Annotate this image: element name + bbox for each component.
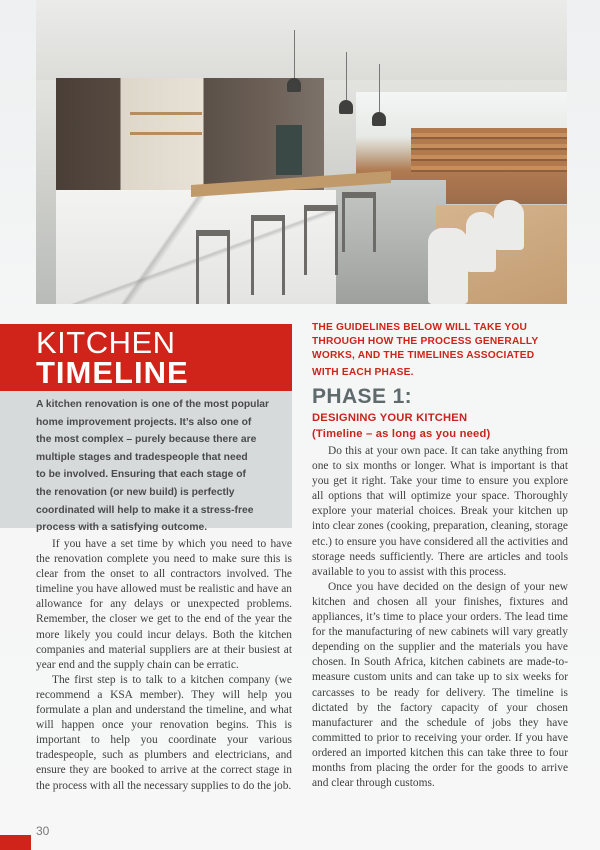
photo-bar-stool — [251, 215, 285, 295]
intro-line: to be involved. Ensuring that each stage of — [36, 469, 246, 481]
intro-line: multiple stages and tradespeople that need — [36, 451, 248, 463]
intro-line: process with a satisfying outcome. — [36, 522, 208, 534]
left-column — [36, 537, 292, 794]
photo-shelf — [130, 132, 202, 135]
photo-ceiling — [36, 0, 567, 80]
article-title-box — [0, 324, 292, 391]
lead-line: THE GUIDELINES BELOW WILL TAKE YOU — [312, 322, 528, 333]
photo-pendant-cord — [346, 52, 347, 100]
lead-line: THROUGH HOW THE PROCESS GENERALLY — [312, 336, 539, 348]
body-paragraph: Do this at your own pace. It can take anything from one to six months or longer. What is important is that you get it right. Take your time to ensure you explore all options that will optimize your space. Thoroughly explore your material choices. Break your kitchen up into clear zones (cooking, preparation, cleaning, storage etc.) to ensure you have considered all the activities and storage needs sufficiently. There are articles and tools available to you to assist with this process. — [312, 445, 568, 578]
photo-pendant-cord — [379, 64, 380, 112]
photo-bar-stool — [196, 230, 230, 304]
phase-subheading — [312, 410, 490, 442]
photo-bar-stool — [342, 192, 376, 252]
guidelines-lead — [312, 321, 572, 380]
photo-chair — [428, 228, 468, 304]
intro-line: the renovation (or new build) is perfectly — [36, 486, 235, 498]
photo-oven — [276, 125, 302, 175]
photo-pendant-light — [339, 100, 353, 114]
lead-line: WITH EACH PHASE. — [312, 366, 414, 378]
photo-shelf — [130, 112, 202, 115]
phase-heading: PHASE 1: — [312, 385, 413, 408]
page-number: 30 — [36, 824, 50, 838]
body-paragraph: If you have a set time by which you need to have the renovation complete you need to make sure this is clear from the onset to all contractors involved. The timeline you have allowed must be realistic and have an allowance for any delays or unexpected problems. Remember, the closer we get to the end of the year the more likely you could incur delays. Both the kitchen companies and material suppliers are at their busiest at year end and the supply chain can be erratic. — [36, 538, 292, 671]
intro-text — [36, 396, 290, 537]
page-corner-accent — [0, 835, 31, 850]
phase-timeline: (Timeline – as long as you need) — [312, 428, 491, 440]
photo-pendant-cord — [294, 30, 295, 78]
photo-wood-fence — [411, 128, 567, 173]
intro-line: home improvement projects. It’s also one of — [36, 416, 252, 428]
body-paragraph: Once you have decided on the design of your new kitchen and chosen all your finishes, fixtures and appliances, it’s time to place your orders. The lead time for the manufacturing of new cabinets will vary greatly depending on the supplier and the materials you have chosen. In South Africa, kitchen cabinets are made-to-measure custom units and can take up to six weeks for carcasses to be ready for delivery. The timeline is dictated by the factory capacity of your chosen manufacturer and the schedule of jobs they have committed to prior to receiving your order. If you have ordered an imported kitchen this can take three to four months from placing the order for the goods to arrive and clear through customs. — [312, 580, 568, 790]
intro-line: A kitchen renovation is one of the most popular — [36, 399, 270, 410]
lead-line: WORKS, AND THE TIMELINES ASSOCIATED — [312, 350, 535, 362]
photo-bar-stool — [304, 205, 338, 275]
photo-chair — [494, 200, 524, 250]
intro-line: the most complex – purely because there are — [36, 434, 257, 446]
photo-chair — [466, 212, 496, 272]
body-paragraph: The first step is to talk to a kitchen company (we recommend a KSA member). They will help you formulate a plan and understand the timeline, and what will happen once your renovation begins. This is important to help you coordinate your various tradespeople, such as plumbers and electricians, and ensure they are booked to arrive at the correct stage in the process with all the necessary supplies to do the job. — [36, 673, 292, 792]
phase-subtitle: DESIGNING YOUR KITCHEN — [312, 412, 468, 424]
intro-box — [0, 391, 292, 534]
photo-pendant-light — [372, 112, 386, 126]
photo-pendant-light — [287, 78, 301, 92]
intro-line: coordinated will help to make it a stress-free — [36, 504, 254, 516]
hero-kitchen-photo — [36, 0, 567, 304]
article-title-line1: KITCHEN — [36, 325, 176, 360]
article-title-line2: TIMELINE — [36, 355, 189, 390]
right-column — [312, 444, 568, 791]
